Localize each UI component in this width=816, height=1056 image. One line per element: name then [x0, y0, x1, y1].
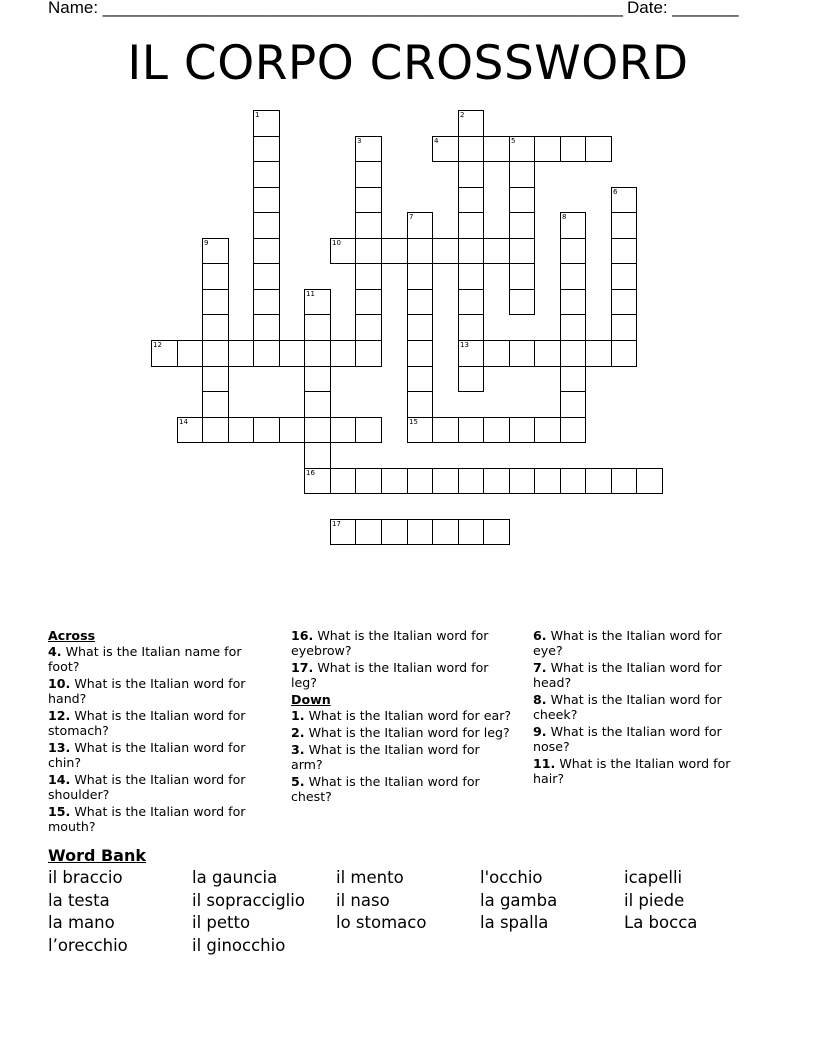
grid-cell[interactable]: [509, 340, 535, 367]
word-bank-item: il naso: [336, 890, 390, 910]
grid-cell[interactable]: [253, 289, 280, 315]
clue-text: What is the Italian word for leg?: [304, 725, 510, 740]
clue-number: 11: [306, 290, 315, 298]
grid-cell[interactable]: [355, 161, 382, 188]
grid-cell[interactable]: [202, 391, 229, 418]
word-bank-item: il petto: [192, 913, 251, 932]
word-bank-item: la mano: [48, 913, 115, 932]
grid-cell[interactable]: [355, 238, 382, 264]
grid-cell[interactable]: [483, 417, 510, 443]
grid-cell[interactable]: [585, 136, 612, 162]
grid-cell[interactable]: [458, 161, 484, 188]
across-heading: Across: [48, 628, 96, 643]
clue: [533, 724, 755, 754]
across-clue-list: [48, 644, 270, 834]
clue: [291, 725, 513, 740]
grid-cell[interactable]: [253, 212, 280, 239]
grid-cell[interactable]: [407, 366, 433, 392]
clue: [291, 660, 513, 690]
word-bank-item: il braccio: [48, 868, 123, 887]
grid-cell[interactable]: [304, 314, 331, 341]
clue-number: 10.: [48, 676, 71, 691]
clue-number: 2.: [291, 725, 305, 740]
grid-cell[interactable]: [330, 417, 356, 443]
grid-cell[interactable]: [330, 519, 356, 545]
clue-text: What is the Italian word for eye?: [533, 628, 722, 658]
clues-column-1: [48, 628, 270, 836]
grid-cell[interactable]: [509, 136, 535, 162]
word-bank-item: l'occhio: [480, 868, 543, 887]
clue: [48, 740, 270, 770]
clue: [48, 804, 270, 834]
grid-cell[interactable]: [253, 314, 280, 341]
grid-cell[interactable]: [381, 468, 408, 494]
clue-text: What is the Italian word for ear?: [304, 708, 512, 723]
grid-cell[interactable]: [560, 340, 586, 367]
grid-cell[interactable]: [202, 263, 229, 290]
clue-number: 6: [613, 188, 618, 196]
clue: [291, 742, 513, 772]
grid-cell[interactable]: [560, 212, 586, 239]
clue-number: 7: [409, 213, 414, 221]
grid-cell[interactable]: [458, 340, 484, 367]
grid-cell[interactable]: [355, 417, 382, 443]
clue-number: 4.: [48, 644, 62, 659]
grid-cell[interactable]: [509, 417, 535, 443]
grid-cell[interactable]: [355, 289, 382, 315]
grid-cell[interactable]: [458, 136, 484, 162]
grid-cell[interactable]: [509, 161, 535, 188]
grid-cell[interactable]: [509, 187, 535, 213]
grid-cell[interactable]: [253, 136, 280, 162]
clue: [533, 660, 755, 690]
clue: [533, 692, 755, 722]
grid-cell[interactable]: [381, 238, 408, 264]
word-bank-item: l’orecchio: [48, 935, 128, 955]
grid-cell[interactable]: [432, 417, 459, 443]
grid-cell[interactable]: [407, 263, 433, 290]
page-title: IL CORPO CROSSWORD: [127, 36, 689, 91]
clue: [533, 628, 755, 658]
clues-column-2: [291, 628, 513, 806]
grid-cell[interactable]: [407, 212, 433, 239]
clue: [48, 772, 270, 802]
grid-cell[interactable]: [253, 417, 280, 443]
grid-cell[interactable]: [585, 468, 612, 494]
grid-cell[interactable]: [177, 340, 203, 367]
grid-cell[interactable]: [611, 468, 637, 494]
grid-cell[interactable]: [355, 187, 382, 213]
grid-cell[interactable]: [304, 289, 331, 315]
clue-number: 15: [409, 418, 418, 426]
grid-cell[interactable]: [330, 468, 356, 494]
clue-text: What is the Italian word for stomach?: [48, 708, 246, 738]
clue-text: What is the Italian word for hair?: [533, 756, 731, 786]
clue-number: 8.: [533, 692, 547, 707]
word-bank-title: Word Bank: [48, 846, 147, 865]
grid-cell[interactable]: [458, 366, 484, 392]
grid-cell[interactable]: [611, 212, 637, 239]
grid-cell[interactable]: [202, 314, 229, 341]
grid-cell[interactable]: [560, 314, 586, 341]
clue: [291, 708, 513, 723]
clue-text: What is the Italian word for chin?: [48, 740, 246, 770]
grid-cell[interactable]: [228, 417, 254, 443]
clue-number: 5.: [291, 774, 305, 789]
grid-cell[interactable]: [560, 468, 586, 494]
clue-number: 9: [204, 239, 209, 247]
clue-number: 7.: [533, 660, 547, 675]
grid-cell[interactable]: [534, 340, 561, 367]
clue-text: What is the Italian word for eyebrow?: [291, 628, 489, 658]
grid-cell[interactable]: [202, 417, 229, 443]
date-line: Date: _______: [627, 0, 739, 17]
word-bank-item: icapelli: [624, 868, 683, 887]
grid-cell[interactable]: [636, 468, 663, 494]
clue-number: 15.: [48, 804, 71, 819]
clue-text: What is the Italian word for chest?: [291, 774, 480, 804]
word-bank-item: il sopracciglio: [192, 890, 305, 910]
grid-cell[interactable]: [483, 136, 510, 162]
word-bank-item: la gauncia: [192, 868, 278, 887]
grid-cell[interactable]: [304, 417, 331, 443]
grid-cell[interactable]: [355, 340, 382, 367]
clue-number: 17: [332, 520, 341, 528]
grid-cell[interactable]: [202, 238, 229, 264]
grid-cell[interactable]: [611, 263, 637, 290]
grid-cell[interactable]: [355, 212, 382, 239]
clue-number: 4: [434, 137, 439, 145]
clue-number: 2: [460, 111, 465, 119]
grid-cell[interactable]: [202, 366, 229, 392]
grid-cell[interactable]: [458, 110, 484, 137]
grid-cell[interactable]: [483, 468, 510, 494]
word-bank-item: la testa: [48, 890, 110, 910]
grid-cell[interactable]: [509, 468, 535, 494]
grid-cell[interactable]: [407, 391, 433, 418]
clue-number: 1: [255, 111, 260, 119]
word-bank-item: La bocca: [624, 913, 698, 932]
word-bank-item: il piede: [624, 890, 685, 910]
down-heading: Down: [291, 692, 331, 707]
grid-cell[interactable]: [304, 366, 331, 392]
clue-number: 17.: [291, 660, 314, 675]
clue: [291, 628, 513, 658]
clue-number: 1.: [291, 708, 305, 723]
grid-cell[interactable]: [407, 468, 433, 494]
clue-text: What is the Italian word for head?: [533, 660, 722, 690]
clue-text: What is the Italian name for foot?: [48, 644, 242, 674]
grid-cell[interactable]: [611, 238, 637, 264]
grid-cell[interactable]: [407, 238, 433, 264]
grid-cell[interactable]: [432, 468, 459, 494]
word-bank-item: il ginocchio: [192, 935, 286, 955]
clue-number: 14: [179, 418, 188, 426]
word-bank-column: [192, 867, 305, 957]
grid-cell[interactable]: [560, 289, 586, 315]
grid-cell[interactable]: [228, 340, 254, 367]
clue: [48, 644, 270, 674]
grid-cell[interactable]: [355, 519, 382, 545]
word-bank-column: [624, 867, 697, 935]
grid-cell[interactable]: [534, 136, 561, 162]
grid-cell[interactable]: [483, 238, 510, 264]
grid-cell[interactable]: [611, 187, 637, 213]
clue-number: 12.: [48, 708, 71, 723]
grid-cell[interactable]: [483, 340, 510, 367]
clue-number: 12: [153, 341, 162, 349]
grid-cell[interactable]: [611, 340, 637, 367]
grid-cell[interactable]: [253, 340, 280, 367]
word-bank-item: il mento: [336, 868, 404, 887]
word-bank-item: lo stomaco: [336, 913, 427, 932]
grid-cell[interactable]: [355, 314, 382, 341]
grid-cell[interactable]: [458, 519, 484, 545]
grid-cell[interactable]: [560, 366, 586, 392]
grid-cell[interactable]: [560, 136, 586, 162]
clue-text: What is the Italian word for hand?: [48, 676, 246, 706]
word-bank-column: [480, 867, 557, 935]
word-bank-column: [48, 867, 128, 957]
grid-cell[interactable]: [304, 468, 331, 494]
word-bank-column: [336, 867, 426, 935]
clue-text: What is the Italian word for cheek?: [533, 692, 722, 722]
clue: [48, 708, 270, 738]
grid-cell[interactable]: [253, 263, 280, 290]
grid-cell[interactable]: [253, 110, 280, 137]
grid-cell[interactable]: [330, 238, 356, 264]
clue-number: 3.: [291, 742, 305, 757]
clue-number: 3: [357, 137, 362, 145]
across-clue-list-continued: [291, 628, 513, 690]
clue: [48, 676, 270, 706]
grid-cell[interactable]: [458, 289, 484, 315]
clue: [291, 774, 513, 804]
grid-cell[interactable]: [458, 263, 484, 290]
clue-number: 5: [511, 137, 516, 145]
grid-cell[interactable]: [585, 340, 612, 367]
grid-cell[interactable]: [407, 289, 433, 315]
grid-cell[interactable]: [509, 238, 535, 264]
grid-cell[interactable]: [177, 417, 203, 443]
clue: [533, 756, 755, 786]
grid-cell[interactable]: [407, 417, 433, 443]
grid-cell[interactable]: [534, 417, 561, 443]
grid-cell[interactable]: [151, 340, 178, 367]
grid-cell[interactable]: [483, 519, 510, 545]
grid-cell[interactable]: [202, 289, 229, 315]
word-bank-item: la gamba: [480, 890, 558, 910]
down-clue-list-continued: [533, 628, 755, 786]
grid-cell[interactable]: [560, 417, 586, 443]
grid-cell[interactable]: [509, 263, 535, 290]
grid-cell[interactable]: [355, 468, 382, 494]
clue-number: 11.: [533, 756, 556, 771]
name-line: Name: _______________________________________________________: [48, 0, 623, 17]
grid-cell[interactable]: [381, 519, 408, 545]
grid-cell[interactable]: [355, 136, 382, 162]
word-bank-item: la spalla: [480, 913, 549, 932]
grid-cell[interactable]: [534, 468, 561, 494]
grid-cell[interactable]: [407, 340, 433, 367]
grid-cell[interactable]: [407, 519, 433, 545]
grid-cell[interactable]: [560, 391, 586, 418]
grid-cell[interactable]: [304, 442, 331, 469]
grid-cell[interactable]: [304, 340, 331, 367]
grid-cell[interactable]: [330, 340, 356, 367]
grid-cell[interactable]: [458, 468, 484, 494]
clue-text: What is the Italian word for arm?: [291, 742, 480, 772]
grid-cell[interactable]: [432, 519, 459, 545]
grid-cell[interactable]: [202, 340, 229, 367]
grid-cell[interactable]: [279, 340, 305, 367]
grid-cell[interactable]: [432, 136, 459, 162]
grid-cell[interactable]: [407, 314, 433, 341]
clue-text: What is the Italian word for shoulder?: [48, 772, 246, 802]
clue-number: 14.: [48, 772, 71, 787]
clue-number: 13: [460, 341, 469, 349]
grid-cell[interactable]: [458, 187, 484, 213]
grid-cell[interactable]: [279, 417, 305, 443]
clue-text: What is the Italian word for mouth?: [48, 804, 246, 834]
grid-cell[interactable]: [458, 314, 484, 341]
clue-number: 8: [562, 213, 567, 221]
grid-cell[interactable]: [458, 238, 484, 264]
clues-column-3: [533, 628, 755, 788]
clue-number: 10: [332, 239, 341, 247]
grid-cell[interactable]: [560, 238, 586, 264]
down-clue-list: [291, 708, 513, 804]
grid-cell[interactable]: [458, 417, 484, 443]
grid-cell[interactable]: [304, 391, 331, 418]
grid-cell[interactable]: [458, 212, 484, 239]
grid-cell[interactable]: [509, 212, 535, 239]
clue-number: 9.: [533, 724, 547, 739]
grid-cell[interactable]: [253, 187, 280, 213]
grid-cell[interactable]: [611, 314, 637, 341]
grid-cell[interactable]: [432, 238, 459, 264]
grid-cell[interactable]: [253, 238, 280, 264]
clue-number: 13.: [48, 740, 71, 755]
grid-cell[interactable]: [253, 161, 280, 188]
clue-text: What is the Italian word for leg?: [291, 660, 489, 690]
grid-cell[interactable]: [611, 289, 637, 315]
clue-text: What is the Italian word for nose?: [533, 724, 722, 754]
grid-cell[interactable]: [355, 263, 382, 290]
clue-number: 16: [306, 469, 315, 477]
clue-number: 6.: [533, 628, 547, 643]
grid-cell[interactable]: [509, 289, 535, 315]
clue-number: 16.: [291, 628, 314, 643]
grid-cell[interactable]: [560, 263, 586, 290]
